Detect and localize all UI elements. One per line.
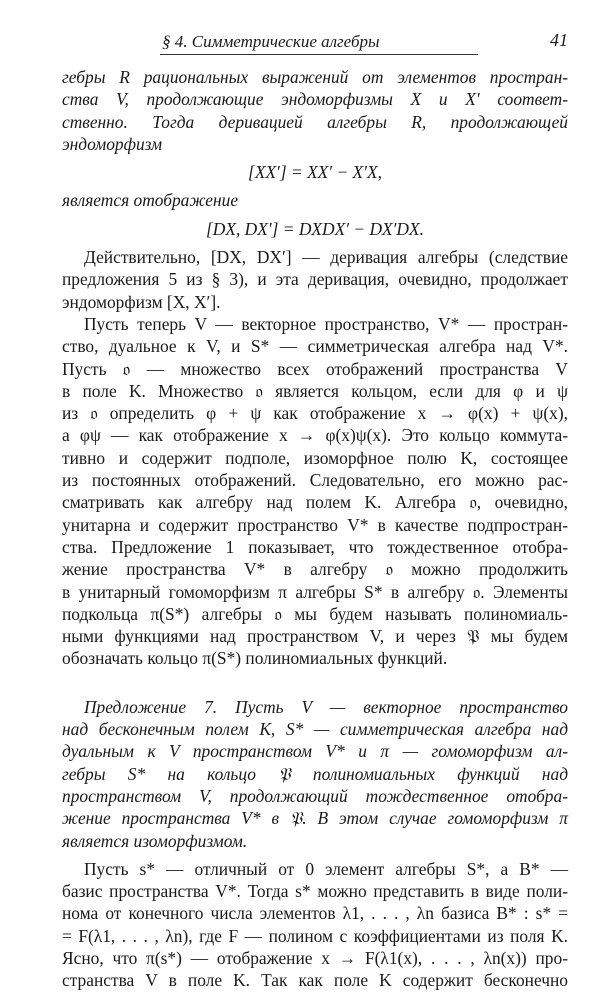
text-line: является отображение: [62, 190, 239, 211]
text-line: ными функциями над пространством V, и через 𝔓 мы будем: [62, 626, 568, 647]
text-line: из постоянных отображений. Следовательно, его можно рас-: [62, 470, 568, 491]
italic-continuation: [62, 66, 568, 155]
text-line: тивно и содержит подполе, изоморфное полю K, состоящее: [62, 447, 568, 468]
page-body: [62, 66, 568, 992]
proposition-7: [62, 696, 568, 852]
text-line: Пусть 𝔬 — множество всех отображений пространства V: [62, 358, 568, 379]
text-line: над бесконечным полем K, S* — симметрическая алгебра над: [62, 719, 568, 740]
text-line: сматривать как алгебру над полем K. Алгебра 𝔬, очевидно,: [62, 492, 568, 513]
display-formula-commutator: [XX′] = XX′ − X′X,: [248, 162, 382, 183]
text-line: ства. Предложение 1 показывает, что тождественное отобра-: [62, 536, 568, 557]
text-line: а φψ — как отображение x → φ(x)ψ(x). Это кольцо коммута-: [62, 425, 568, 446]
text-line: ства V, продолжающие эндоморфизмы X и X′ соответ-: [62, 89, 568, 110]
text-line: эндоморфизм: [62, 133, 163, 154]
text-line: в поле K. Множество 𝔬 является кольцом, если для φ и ψ: [62, 380, 568, 401]
text-line: является изоморфизмом.: [62, 830, 248, 851]
text-line: обозначать кольцо π(S*) полиномиальных функций.: [62, 648, 448, 669]
paragraph: [62, 313, 568, 670]
text-line: нома от конечного числа элементов λ1, . . . , λn базиса B* : s* =: [62, 903, 568, 924]
text-line: гебры R рациональных выражений от элементов простран-: [62, 67, 568, 87]
text-line: Действительно, [DX, DX′] — деривация алгебры (следствие: [84, 247, 568, 268]
paragraph: [62, 246, 568, 313]
text-line: пространством V, продолжающий тождественное отобра-: [62, 785, 568, 806]
text-line: гебры S* на кольцо 𝔓 полиномиальных функций над: [62, 763, 568, 784]
text-line: подкольца π(S*) алгебры 𝔬 мы будем называть полиномиаль-: [62, 603, 568, 624]
text-line: Пусть s* — отличный от 0 элемент алгебры S*, а B* —: [84, 858, 568, 879]
paragraph: [62, 858, 568, 992]
proposition-heading-line: Предложение 7. Пусть V — векторное пространство: [84, 696, 568, 717]
text-line: Пусть теперь V — векторное пространство, V* — простран-: [84, 313, 568, 334]
text-line: унитарна и содержит пространство V* в качестве подпростран-: [62, 514, 568, 535]
running-header: [62, 28, 568, 54]
text-line: Ясно, что π(s*) — отображение x → F(λ1(x), . . . , λn(x)) про-: [62, 947, 568, 968]
text-line: = F(λ1, . . . , λn), где F — полином с коэффициентами из поля K.: [62, 925, 568, 946]
text-line: из 𝔬 определить φ + ψ как отображение x → φ(x) + ψ(x),: [62, 403, 568, 424]
text-line: предложения 5 из § 3), и эта деривация, очевидно, продолжает: [62, 269, 568, 290]
section-title: § 4. Симметрические алгебры: [162, 32, 380, 51]
text-line: ство, дуальное к V, и S* — симметрическая алгебра над V*.: [62, 336, 568, 357]
text-line: ственно. Тогда деривацией алгебры R, продолжающей: [62, 111, 568, 132]
text-line: эндоморфизм [X, X′].: [62, 291, 221, 312]
text-line: базис пространства V*. Тогда s* можно представить в виде поли-: [62, 881, 568, 902]
page-number: 41: [550, 30, 568, 50]
text-line: странства V в поле K. Так как поле K содержит бесконечно: [62, 970, 568, 991]
text-line: в унитарный гомоморфизм π алгебры S* в алгебру 𝔬. Элементы: [62, 581, 568, 602]
text-line: дуальным к V пространством V* и π — гомоморфизм ал-: [62, 741, 568, 762]
text-line: жение пространства V* в 𝔓. В этом случае гомоморфизм π: [62, 808, 568, 829]
header-rule: [160, 54, 478, 55]
display-formula-derivation: [DX, DX′] = DXDX′ − DX′DX.: [206, 218, 424, 239]
text-line: жение пространства V* в алгебру 𝔬 можно продолжить: [62, 559, 568, 580]
